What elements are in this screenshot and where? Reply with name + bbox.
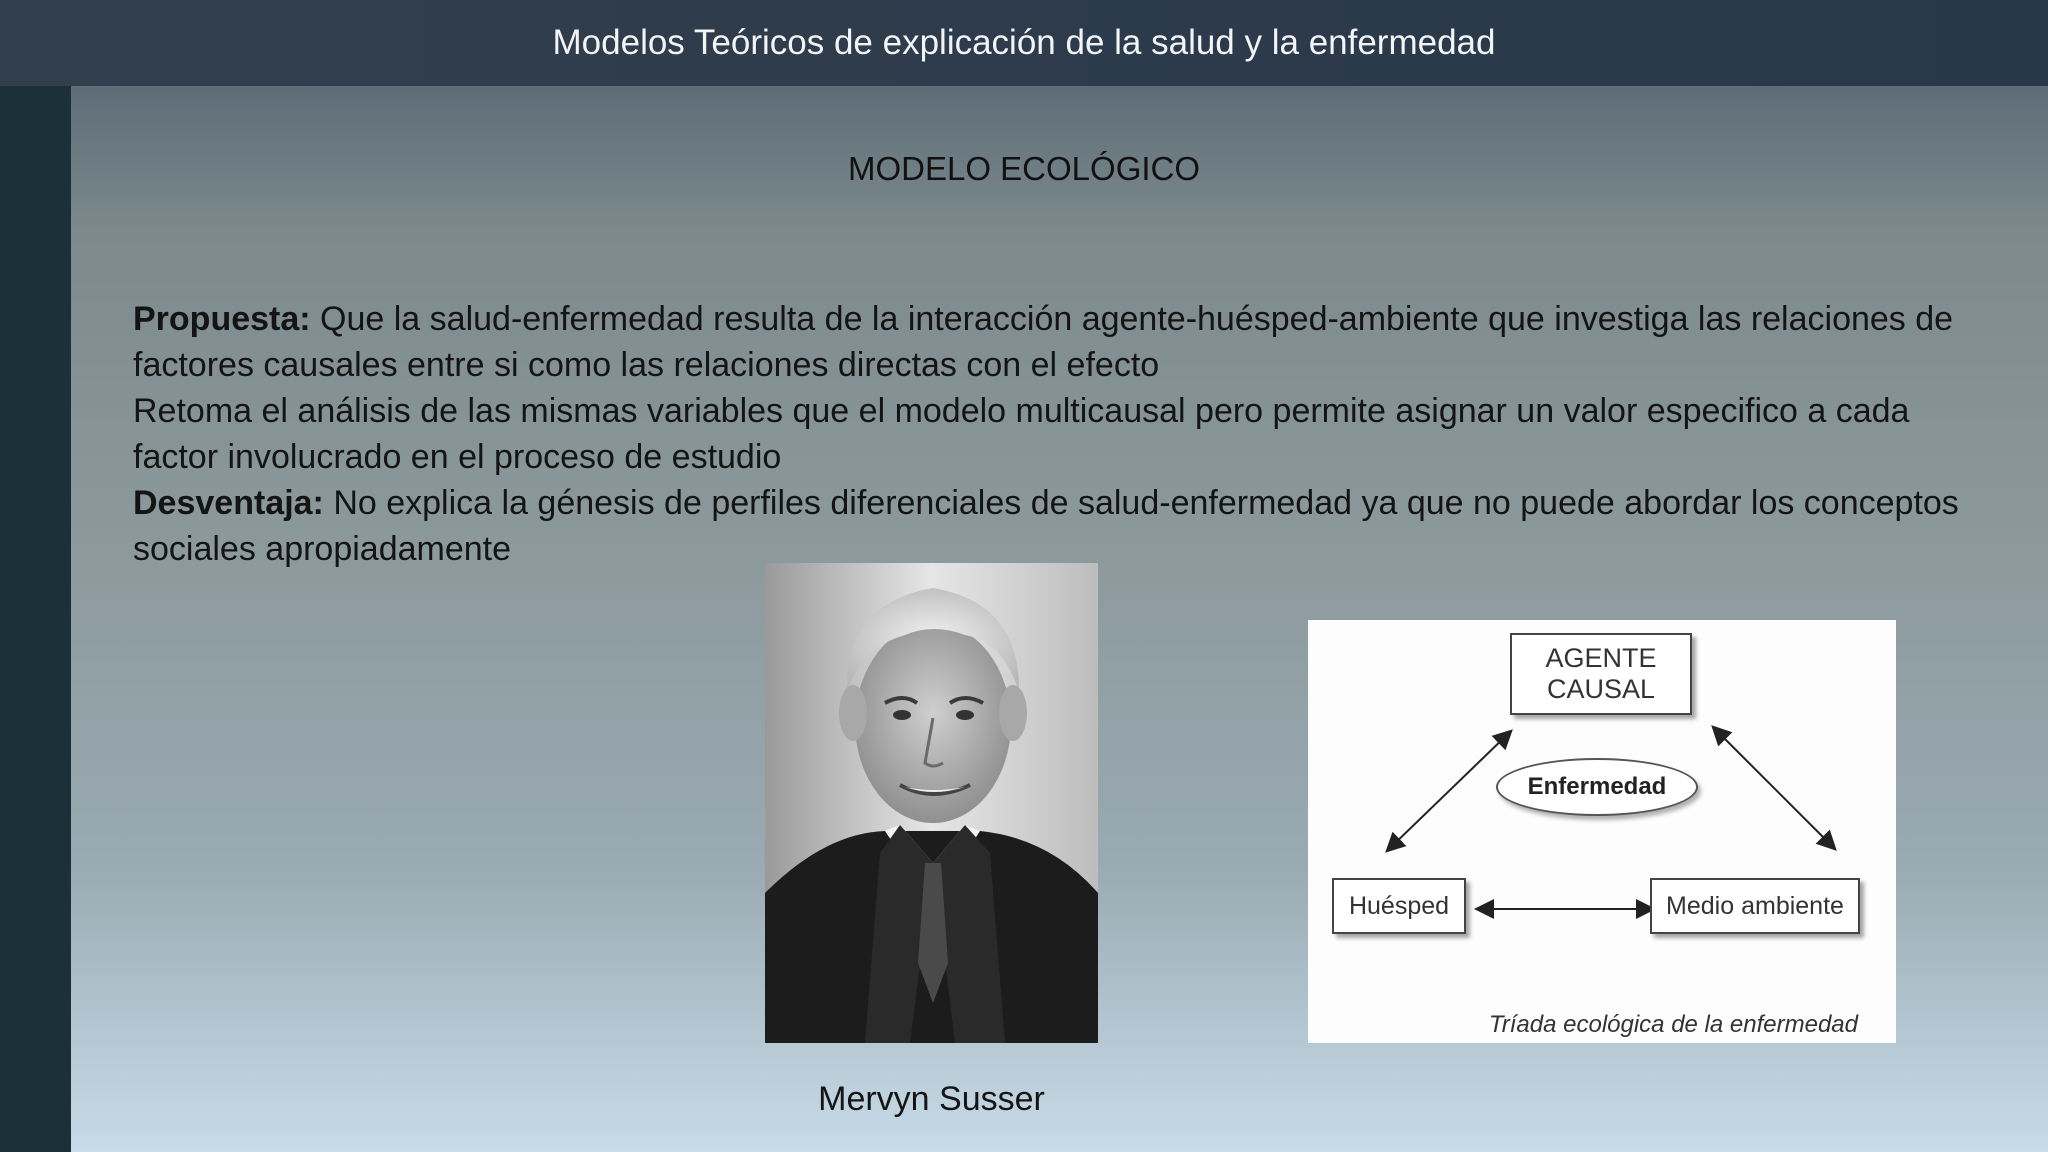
agent-line-1: AGENTE	[1545, 643, 1657, 673]
propuesta-paragraph	[133, 296, 1963, 388]
portrait-illustration	[765, 563, 1098, 1043]
agent-causal-box	[1510, 633, 1692, 715]
slide-header	[0, 0, 2048, 86]
photo-caption: Mervyn Susser	[818, 1080, 1045, 1118]
host-box: Huésped	[1332, 878, 1466, 934]
desventaja-text: No explica la génesis de perfiles diferenciales de salud-enfermedad ya que no puede abordar los conceptos sociales apropiadamente	[133, 484, 1959, 568]
agent-host-arrow	[1388, 732, 1510, 850]
agent-line-2: CAUSAL	[1546, 674, 1656, 704]
slide-body-text	[133, 296, 1963, 572]
environment-box: Medio ambiente	[1650, 878, 1860, 934]
propuesta-text: Que la salud-enfermedad resulta de la interacción agente-huésped-ambiente que investiga las relaciones de factores causales entre si como las relaciones directas con el efecto	[133, 300, 1954, 384]
header-title: Modelos Teóricos de explicación de la salud y la enfermedad	[552, 23, 1496, 62]
slide-subtitle: MODELO ECOLÓGICO	[847, 150, 1201, 187]
ecological-triad-diagram	[1308, 620, 1896, 1043]
desventaja-paragraph	[133, 480, 1963, 572]
desventaja-label: Desventaja:	[133, 484, 324, 522]
portrait-photo	[765, 563, 1098, 1043]
agent-environment-arrow	[1714, 728, 1834, 848]
disease-ellipse: Enfermedad	[1496, 758, 1698, 816]
left-accent-bar	[0, 86, 71, 1152]
propuesta-label: Propuesta:	[133, 300, 311, 338]
triad-caption: Tríada ecológica de la enfermedad	[1488, 1011, 1858, 1038]
retoma-paragraph: Retoma el análisis de las mismas variables que el modelo multicausal pero permite asignar un valor especifico a cada factor involucrado en el proceso de estudio	[133, 392, 1910, 476]
